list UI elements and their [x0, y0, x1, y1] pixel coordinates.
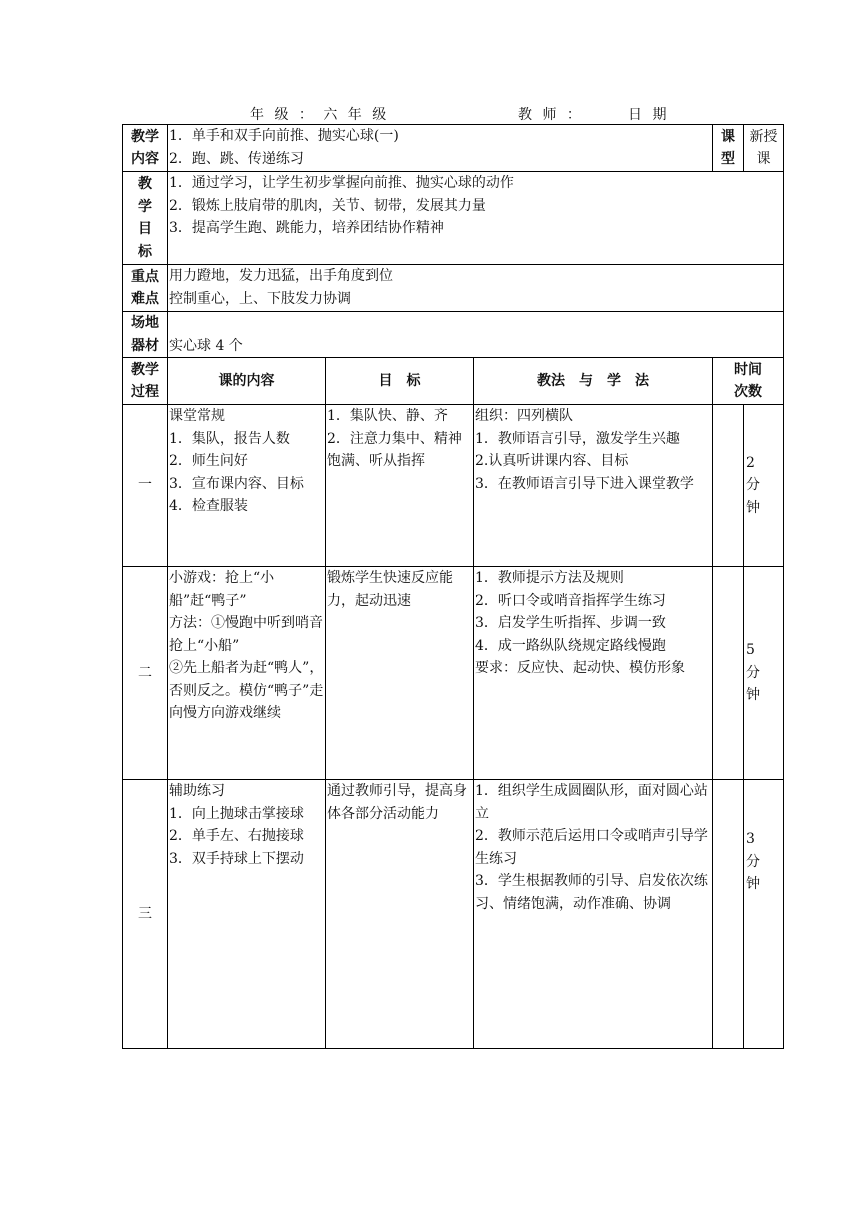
- content-row: [123, 125, 784, 172]
- content-label: 教学 内容: [123, 125, 168, 172]
- col-content-header: 课的内容: [168, 358, 326, 405]
- phase-time: 2 分 钟: [744, 405, 784, 567]
- phase-method: 1．教师提示方法及规则 2．听口令或哨音指挥学生练习 3．启发学生听指挥、步调一致 4．成一路纵队绕规定路线慢跑 要求：反应快、起动快、模仿形象: [474, 567, 713, 780]
- keypoints-label: 重点 难点: [123, 265, 168, 312]
- keypoint-item: 用力蹬地，发力迅猛，出手角度到位: [169, 268, 393, 284]
- goal-item: 2．锻炼上肢肩带的肌肉，关节、韧带，发展其力量: [169, 197, 486, 214]
- phase-method: 组织：四列横队 1．教师语言引导，激发学生兴趣 2.认真听讲课内容、目标 3．在教师语言引导下进入课堂教学: [474, 405, 713, 567]
- process-label: 教学 过程: [123, 358, 168, 405]
- phase-number: 三: [123, 780, 168, 1049]
- equipment-label: 场地 器材: [123, 312, 168, 358]
- lesson-plan-table: [122, 124, 784, 1049]
- goals-label: 教 学 目 标: [123, 172, 168, 265]
- phase-goal: 通过教师引导，提高身体各部分活动能力: [326, 780, 474, 1049]
- phase-count: [713, 567, 744, 780]
- phase-number: 二: [123, 567, 168, 780]
- phase-method: 1．组织学生成圆圈队形，面对圆心站立 2．教师示范后运用口令或哨声引导学生练习 3．学生根据教师的引导、启发依次练习、情绪饱满，动作准确、协调: [474, 780, 713, 1049]
- keypoints-items: [168, 265, 784, 312]
- type-value: 新授课: [744, 125, 784, 172]
- process-header-row: [123, 358, 784, 405]
- type-label: 课 型: [713, 125, 744, 172]
- phase-content: 辅助练习 1．向上抛球击掌接球 2．单手左、右抛接球 3．双手持球上下摆动: [168, 780, 326, 1049]
- goals-items: [168, 172, 784, 265]
- content-items: [168, 125, 713, 172]
- phase-time: 3 分 钟: [744, 780, 784, 1049]
- goal-item: 1．通过学习，让学生初步掌握向前推、抛实心球的动作: [169, 175, 514, 191]
- keypoints-row: [123, 265, 784, 312]
- content-item: 1．单手和双手向前推、抛实心球(一): [169, 128, 399, 144]
- phase-count: [713, 780, 744, 1049]
- grade-label: 年 级 ： 六 年 级: [250, 107, 390, 123]
- phase-goal: 锻炼学生快速反应能力，起动迅速: [326, 567, 474, 780]
- date-label: 日 期: [628, 107, 670, 123]
- phase-time: 5 分 钟: [744, 567, 784, 780]
- col-goal-header: 目 标: [326, 358, 474, 405]
- keypoint-item: 控制重心，上、下肢发力协调: [169, 290, 351, 307]
- col-method-header: 教法 与 学 法: [474, 358, 713, 405]
- content-item: 2．跑、跳、传递练习: [169, 150, 304, 167]
- phase-number: 一: [123, 405, 168, 567]
- phase-row: [123, 405, 784, 567]
- phase-row: [123, 780, 784, 1049]
- equipment-row: [123, 312, 784, 358]
- phase-row: [123, 567, 784, 780]
- goal-item: 3．提高学生跑、跳能力，培养团结协作精神: [169, 220, 444, 236]
- teacher-label: 教 师 ：: [518, 107, 584, 123]
- col-time-header: 时间 次数: [713, 358, 784, 405]
- phase-count: [713, 405, 744, 567]
- phase-content: 小游戏：抢上“小船”赶“鸭子” 方法：①慢跑中听到哨音抢上“小船” ②先上船者为赶“鸭人”，否则反之。模仿“鸭子”走向慢方向游戏继续: [168, 567, 326, 780]
- goals-row: [123, 172, 784, 265]
- phase-goal: 1．集队快、静、齐 2．注意力集中、精神饱满、听从指挥: [326, 405, 474, 567]
- equipment-value: 实心球 4 个: [168, 312, 784, 358]
- phase-content: 课堂常规 1．集队，报告人数 2．师生问好 3．宣布课内容、目标 4．检查服装: [168, 405, 326, 567]
